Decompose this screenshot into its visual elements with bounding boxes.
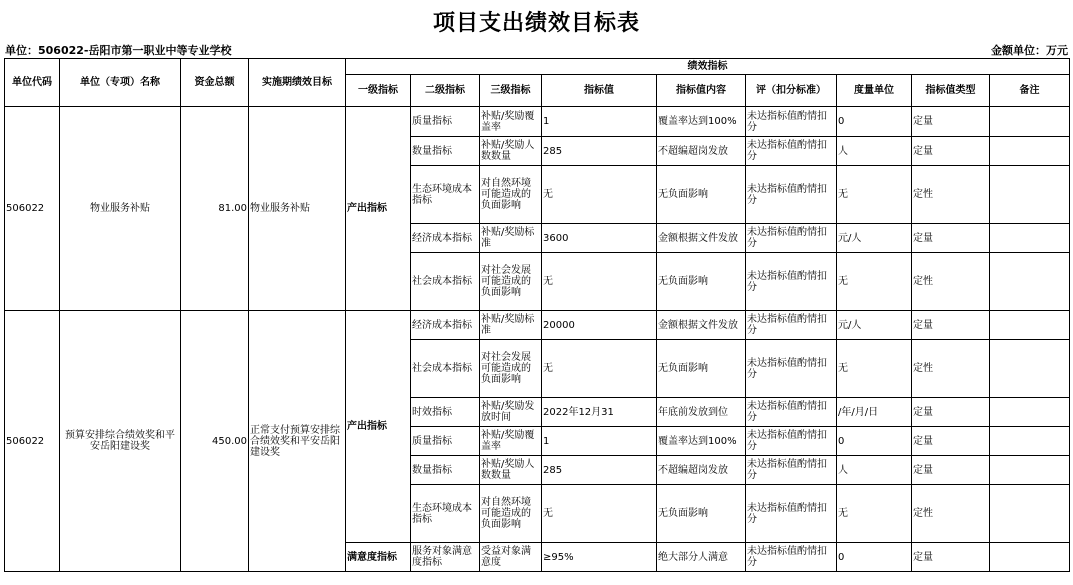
note-cell: [990, 340, 1070, 398]
header-value: 指标值: [542, 75, 657, 107]
score-cell: 未达指标值酌情扣分: [746, 311, 837, 340]
type-cell: 定量: [912, 456, 990, 485]
content-cell: 不超编超岗发放: [657, 137, 746, 166]
measure-cell: 0: [837, 543, 912, 572]
note-cell: [990, 253, 1070, 311]
content-cell: 金额根据文件发放: [657, 311, 746, 340]
value-cell: 20000: [542, 311, 657, 340]
content-cell: 金额根据文件发放: [657, 224, 746, 253]
header-type: 指标值类型: [912, 75, 990, 107]
unit-code-cell: 506022: [5, 311, 60, 572]
level3-cell: 补贴/奖励人数数量: [480, 137, 542, 166]
level1-cell: 产出指标: [346, 311, 411, 543]
project-name-cell: 预算安排综合绩效奖和平安岳阳建设奖: [60, 311, 181, 572]
level2-cell: 生态环境成本指标: [411, 485, 480, 543]
content-cell: 绝大部分人满意: [657, 543, 746, 572]
note-cell: [990, 485, 1070, 543]
value-cell: 2022年12月31: [542, 398, 657, 427]
level2-cell: 社会成本指标: [411, 340, 480, 398]
level3-cell: 补贴/奖励人数数量: [480, 456, 542, 485]
note-cell: [990, 543, 1070, 572]
note-cell: [990, 224, 1070, 253]
value-cell: 无: [542, 166, 657, 224]
level1-cell: 产出指标: [346, 107, 411, 311]
level1-cell: 满意度指标: [346, 543, 411, 572]
header-target: 实施期绩效目标: [249, 59, 346, 107]
type-cell: 定量: [912, 224, 990, 253]
level3-cell: 补贴/奖励发放时间: [480, 398, 542, 427]
type-cell: 定性: [912, 485, 990, 543]
score-cell: 未达指标值酌情扣分: [746, 456, 837, 485]
level2-cell: 时效指标: [411, 398, 480, 427]
value-cell: 285: [542, 137, 657, 166]
header-level2: 二级指标: [411, 75, 480, 107]
score-cell: 未达指标值酌情扣分: [746, 137, 837, 166]
page-title: 项目支出绩效目标表: [432, 10, 640, 36]
measure-cell: 无: [837, 253, 912, 311]
level3-cell: 补贴/奖励标准: [480, 311, 542, 340]
value-cell: 285: [542, 456, 657, 485]
unit-code-cell: 506022: [5, 107, 60, 311]
score-cell: 未达指标值酌情扣分: [746, 224, 837, 253]
note-cell: [990, 137, 1070, 166]
type-cell: 定性: [912, 253, 990, 311]
score-cell: 未达指标值酌情扣分: [746, 107, 837, 137]
type-cell: 定量: [912, 107, 990, 137]
level2-cell: 服务对象满意度指标: [411, 543, 480, 572]
level2-cell: 社会成本指标: [411, 253, 480, 311]
score-cell: 未达指标值酌情扣分: [746, 485, 837, 543]
measure-cell: 0: [837, 107, 912, 137]
level2-cell: 生态环境成本指标: [411, 166, 480, 224]
total-funds-cell: 450.00: [181, 311, 249, 572]
value-cell: 无: [542, 485, 657, 543]
header-level3: 三级指标: [480, 75, 542, 107]
header-measure: 度量单位: [837, 75, 912, 107]
level3-cell: 补贴/奖励标准: [480, 224, 542, 253]
note-cell: [990, 311, 1070, 340]
level2-cell: 经济成本指标: [411, 224, 480, 253]
header-perf-indicators: 绩效指标: [346, 59, 1070, 75]
score-cell: 未达指标值酌情扣分: [746, 166, 837, 224]
value-cell: 1: [542, 427, 657, 456]
header-content: 指标值内容: [657, 75, 746, 107]
measure-cell: 人: [837, 456, 912, 485]
measure-cell: 元/人: [837, 224, 912, 253]
project-name-cell: 物业服务补贴: [60, 107, 181, 311]
measure-cell: 无: [837, 166, 912, 224]
measure-cell: /年/月/日: [837, 398, 912, 427]
level3-cell: 对自然环境可能造成的负面影响: [480, 485, 542, 543]
score-cell: 未达指标值酌情扣分: [746, 427, 837, 456]
value-cell: 1: [542, 107, 657, 137]
level2-cell: 数量指标: [411, 456, 480, 485]
note-cell: [990, 107, 1070, 137]
measure-cell: 无: [837, 485, 912, 543]
note-cell: [990, 427, 1070, 456]
target-cell: 物业服务补贴: [249, 107, 346, 311]
amount-unit-label: 金额单位：万元: [991, 44, 1068, 57]
type-cell: 定性: [912, 340, 990, 398]
content-cell: 无负面影响: [657, 166, 746, 224]
header-total-funds: 资金总额: [181, 59, 249, 107]
value-cell: 3600: [542, 224, 657, 253]
table-row: [5, 107, 1070, 137]
note-cell: [990, 398, 1070, 427]
content-cell: 无负面影响: [657, 253, 746, 311]
type-cell: 定量: [912, 137, 990, 166]
type-cell: 定量: [912, 543, 990, 572]
value-cell: ≥95%: [542, 543, 657, 572]
value-cell: 无: [542, 340, 657, 398]
unit-label: 单位：506022-岳阳市第一职业中等专业学校: [5, 44, 232, 57]
content-cell: 不超编超岗发放: [657, 456, 746, 485]
header-score: 评（扣分标准）: [746, 75, 837, 107]
header-project-name: 单位（专项）名称: [60, 59, 181, 107]
content-cell: 覆盖率达到100%: [657, 107, 746, 137]
content-cell: 覆盖率达到100%: [657, 427, 746, 456]
score-cell: 未达指标值酌情扣分: [746, 398, 837, 427]
content-cell: 无负面影响: [657, 485, 746, 543]
measure-cell: 0: [837, 427, 912, 456]
measure-cell: 元/人: [837, 311, 912, 340]
score-cell: 未达指标值酌情扣分: [746, 253, 837, 311]
header-note: 备注: [990, 75, 1070, 107]
type-cell: 定性: [912, 166, 990, 224]
table-row: [5, 311, 1070, 340]
performance-table: [4, 58, 1070, 572]
target-cell: 正常支付预算安排综合绩效奖和平安岳阳建设奖: [249, 311, 346, 572]
type-cell: 定量: [912, 398, 990, 427]
measure-cell: 无: [837, 340, 912, 398]
score-cell: 未达指标值酌情扣分: [746, 543, 837, 572]
note-cell: [990, 166, 1070, 224]
level2-cell: 质量指标: [411, 427, 480, 456]
level3-cell: 受益对象满意度: [480, 543, 542, 572]
level3-cell: 对社会发展可能造成的负面影响: [480, 340, 542, 398]
level2-cell: 质量指标: [411, 107, 480, 137]
header-level1: 一级指标: [346, 75, 411, 107]
measure-cell: 人: [837, 137, 912, 166]
value-cell: 无: [542, 253, 657, 311]
level2-cell: 数量指标: [411, 137, 480, 166]
score-cell: 未达指标值酌情扣分: [746, 340, 837, 398]
level2-cell: 经济成本指标: [411, 311, 480, 340]
level3-cell: 对社会发展可能造成的负面影响: [480, 253, 542, 311]
type-cell: 定量: [912, 311, 990, 340]
content-cell: 年底前发放到位: [657, 398, 746, 427]
level3-cell: 对自然环境可能造成的负面影响: [480, 166, 542, 224]
level3-cell: 补贴/奖励覆盖率: [480, 107, 542, 137]
content-cell: 无负面影响: [657, 340, 746, 398]
total-funds-cell: 81.00: [181, 107, 249, 311]
level3-cell: 补贴/奖励覆盖率: [480, 427, 542, 456]
type-cell: 定量: [912, 427, 990, 456]
note-cell: [990, 456, 1070, 485]
header-unit-code: 单位代码: [5, 59, 60, 107]
